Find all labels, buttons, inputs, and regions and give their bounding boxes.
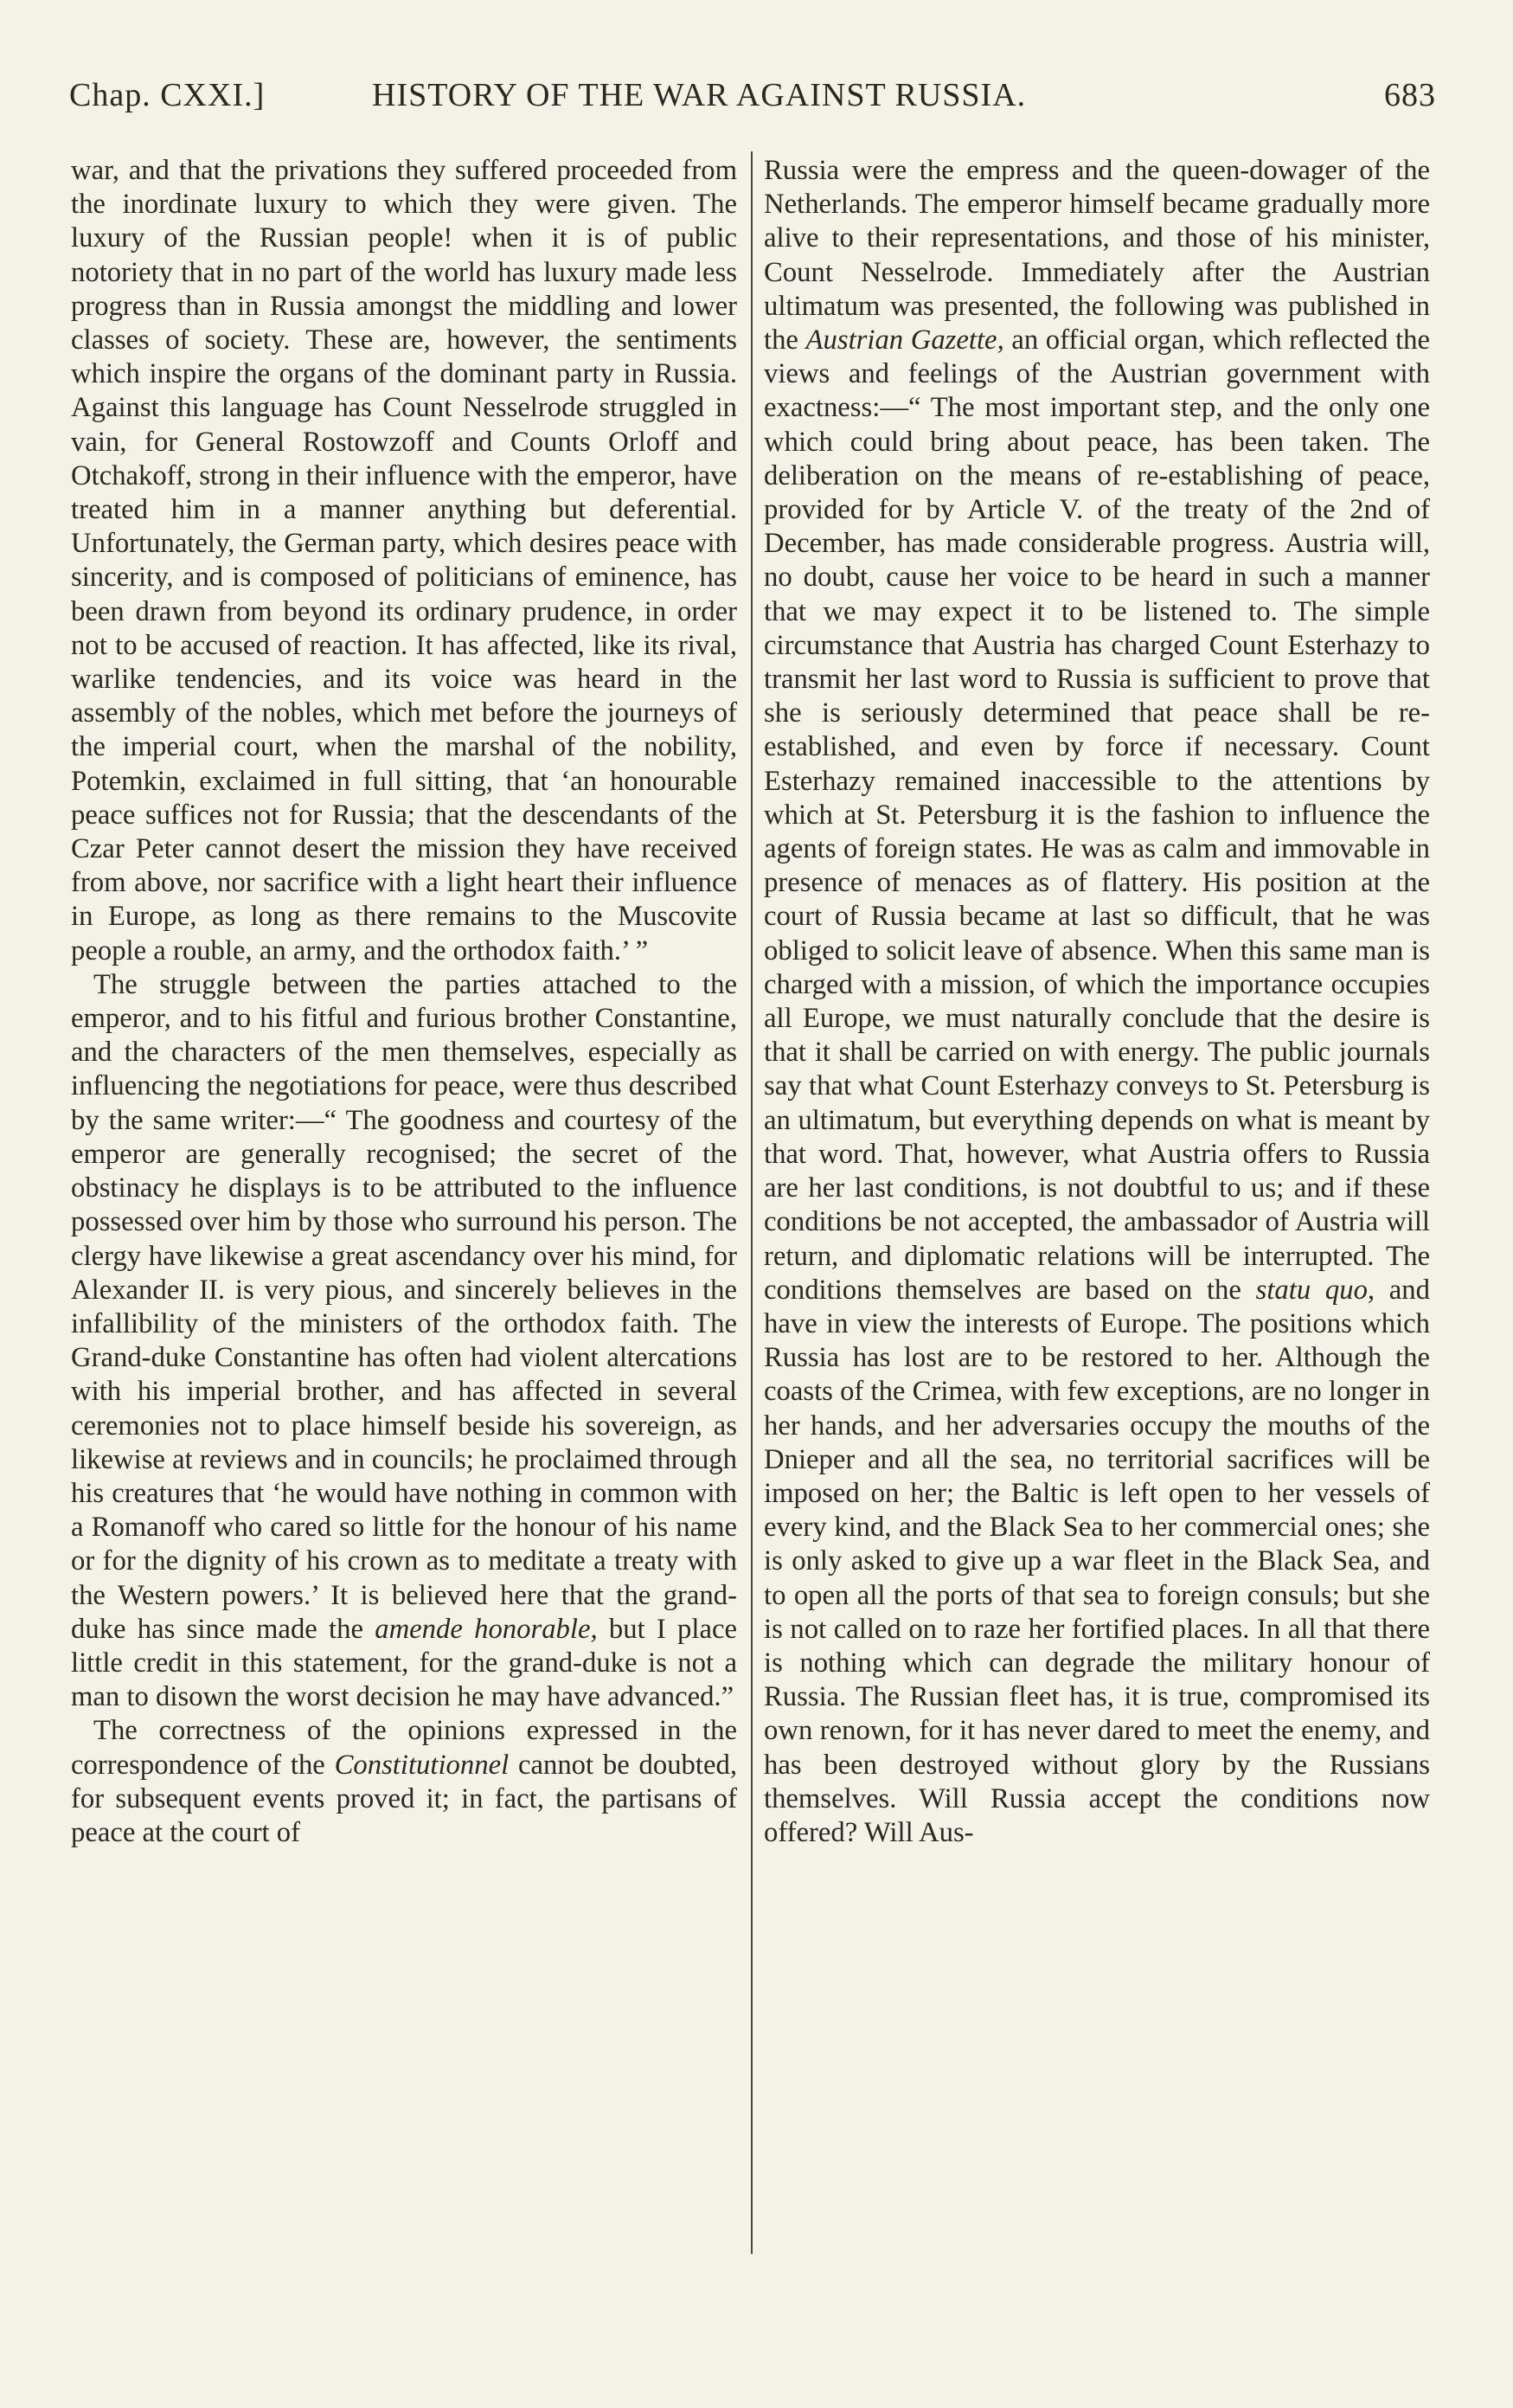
left-paragraph-3 [71, 1714, 737, 1850]
chapter-label: Chap. CXXI.] [69, 77, 266, 113]
left-paragraph-2-text-b: but I place little credit in this statement, for the grand-duke is not a man to disown the worst decision he may have advanced.” [71, 1613, 737, 1713]
left-paragraph-3-text-a: The correctness of the opinions expressed in the correspondence of the [71, 1715, 737, 1781]
running-head [69, 76, 1436, 128]
right-paragraph-1-italic-2: statu quo, [1255, 1274, 1375, 1306]
page-number: 683 [1384, 77, 1436, 113]
left-paragraph-2-text-a: The struggle between the parties attached to the emperor, and to his fitful and furious brother Constantine, and the characters of the men themselves, especially as influencing the negotiations for peace, were thus described by the same writer:—“ The goodness and courtesy of the emperor are generally recognised; the secret of the obstinacy he displays is to be attributed to the influence possessed over him by those who surround his person. The clergy have likewise a great ascendancy over his mind, for Alexander II. is very pious, and sincerely believes in the infallibility of the ministers of the orthodox faith. The Grand-duke Constantine has often had violent altercations with his imperial brother, and has affected in several ceremonies not to place himself beside his sovereign, as likewise at reviews and in councils; he proclaimed through his creatures that ‘he would have nothing in common with a Romanoff who cared so little for the honour of his name or for the dignity of his crown as to meditate a treaty with the Western powers.’ It is believed here that the grand-duke has since made the [71, 968, 737, 1645]
column-divider [751, 151, 753, 2254]
right-paragraph-1 [764, 154, 1430, 1850]
left-paragraph-1: war, and that the privations they suffered proceeded from the inordinate luxury to which they were given. The luxury of the Russian people! when it is of public notoriety that in no part of the world has luxury made less progress than in Russia amongst the middling and lower classes of society. These are, however, the sentiments which inspire the organs of the dominant party in Russia. Against this language has Count Nesselrode struggled in vain, for General Rostowzoff and Counts Orloff and Otchakoff, strong in their influence with the emperor, have treated him in a manner anything but deferential. Unfortunately, the German party, which desires peace with sincerity, and is composed of politicians of eminence, has been drawn from beyond its ordinary prudence, in order not to be accused of reaction. It has affected, like its rival, warlike tendencies, and its voice was heard in the assembly of the nobles, which met before the journeys of the imperial court, when the marshal of the nobility, Potemkin, exclaimed in full sitting, that ‘an honourable peace suffices not for Russia; that the descendants of the Czar Peter cannot desert the mission they have received from above, nor sacrifice with a light heart their influence in Europe, as long as there remains to the Muscovite people a rouble, an army, and the orthodox faith.’ ” [71, 155, 737, 966]
book-title: HISTORY OF THE WAR AGAINST RUSSIA. [372, 77, 1027, 113]
left-paragraph-2 [71, 968, 737, 1714]
left-paragraph-3-italic: Constitutionnel [334, 1749, 510, 1781]
right-paragraph-1-text-b: an official organ, which reflected the views and feelings of the Austrian government with exactness:—“ The most important step, and the only one which could bring about peace, has been taken. The deliberation on the means of re-establishing of peace, provided for by Article V. of the treaty of the 2nd of December, has made considerable progress. Austria will, no doubt, cause her voice to be heard in such a manner that we may expect it to be listened to. The simple circumstance that Austria has charged Count Esterhazy to transmit her last word to Russia is sufficient to prove that she is seriously determined that peace shall be re-established, and even by force if necessary. Count Esterhazy remained inaccessible to the attentions by which at St. Petersburg it is the fashion to influence the agents of foreign states. He was as calm and immovable in presence of menaces as of flattery. His position at the court of Russia became at last so difficult, that he was obliged to solicit leave of absence. When this same man is charged with a mission, of which the importance occupies all Europe, we must naturally conclude that the desire is that it shall be carried on with energy. The public journals say that what Count Esterhazy conveys to St. Petersburg is an ultimatum, but everything depends on what is meant by that word. That, however, what Austria offers to Russia are her last conditions, is not doubtful to us; and if these conditions be not accepted, the ambassador of Austria will return, and diplomatic relations will be interrupted. The conditions themselves are based on the [764, 324, 1430, 1306]
left-paragraph-3-text-b: cannot be doubted, for subsequent events proved it; in fact, the partisans of peace at the court of [71, 1749, 737, 1848]
right-column [764, 154, 1430, 2291]
right-paragraph-1-text-a: Russia were the empress and the queen-dowager of the Netherlands. The emperor himself became gradually more alive to their representations, and those of his minister, Count Nesselrode. Immediately after the Austrian ultimatum was presented, the following was published in the [764, 155, 1430, 356]
right-paragraph-1-text-c: and have in view the interests of Europe. The positions which Russia has lost are to be restored to her. Although the coasts of the Crimea, with few exceptions, are no longer in her hands, and her adversaries occupy the mouths of the Dnieper and all the sea, no territorial sacrifices will be imposed on her; the Baltic is left open to her vessels of every kind, and the Black Sea to her commercial ones; she is only asked to give up a war fleet in the Black Sea, and to open all the ports of that sea to foreign consuls; but she is not called on to raze her fortified places. In all that there is nothing which can degrade the military honour of Russia. The Russian fleet has, it is true, compromised its own renown, for it has never dared to meet the enemy, and has been destroyed without glory by the Russians themselves. Will Russia accept the conditions now offered? Will Aus- [764, 1274, 1430, 1848]
left-paragraph-2-italic: amende honorable, [375, 1613, 598, 1645]
left-column [71, 154, 737, 2291]
right-paragraph-1-italic-1: Austrian Gazette, [805, 324, 1004, 356]
